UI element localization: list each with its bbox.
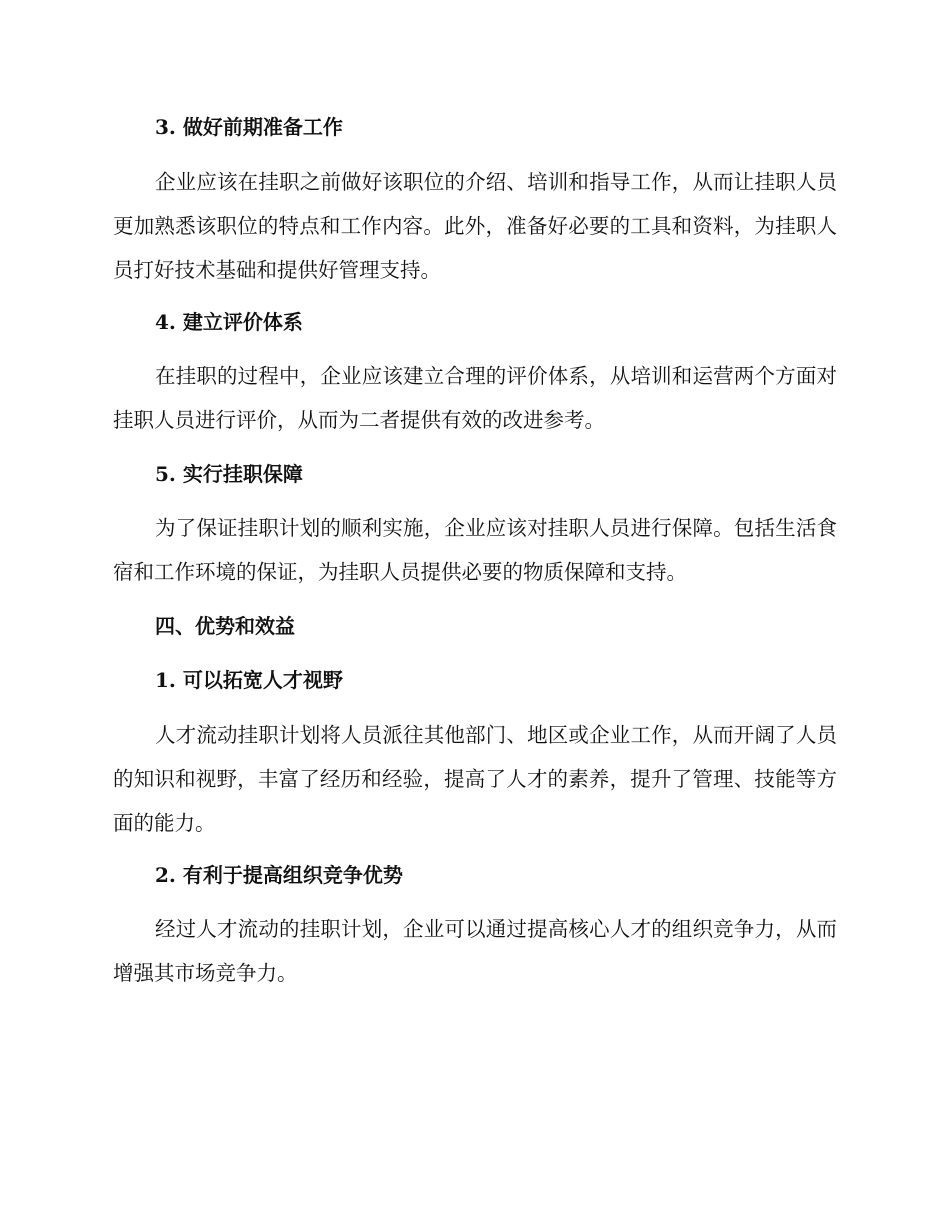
section-heading-guarantee: 5. 实行挂职保障 (155, 462, 303, 486)
section-heading-competitive-advantage: 2. 有利于提高组织竞争优势 (155, 863, 403, 887)
chapter-heading-advantages: 四、优势和效益 (155, 614, 295, 638)
section-heading-evaluation-system: 4. 建立评价体系 (155, 310, 303, 334)
paragraph-prep-work: 企业应该在挂职之前做好该职位的介绍、培训和指导工作，从而让挂职人员更加熟悉该职位的特点和工作内容。此外，准备好必要的工具和资料，为挂职人员打好技术基础和提供好管理支持。 (113, 170, 837, 282)
section-heading-prep-work: 3. 做好前期准备工作 (155, 115, 343, 139)
paragraph-evaluation-system: 在挂职的过程中，企业应该建立合理的评价体系，从培训和运营两个方面对挂职人员进行评价，从而为二者提供有效的改进参考。 (113, 364, 837, 432)
section-heading-broaden-vision: 1. 可以拓宽人才视野 (155, 668, 343, 692)
paragraph-competitive-advantage: 经过人才流动的挂职计划，企业可以通过提高核心人才的组织竞争力，从而增强其市场竞争力。 (113, 917, 837, 985)
paragraph-broaden-vision: 人才流动挂职计划将人员派往其他部门、地区或企业工作，从而开阔了人员的知识和视野，丰富了经历和经验，提高了人才的素养，提升了管理、技能等方面的能力。 (113, 723, 837, 835)
paragraph-guarantee: 为了保证挂职计划的顺利实施，企业应该对挂职人员进行保障。包括生活食宿和工作环境的保证，为挂职人员提供必要的物质保障和支持。 (113, 516, 837, 584)
